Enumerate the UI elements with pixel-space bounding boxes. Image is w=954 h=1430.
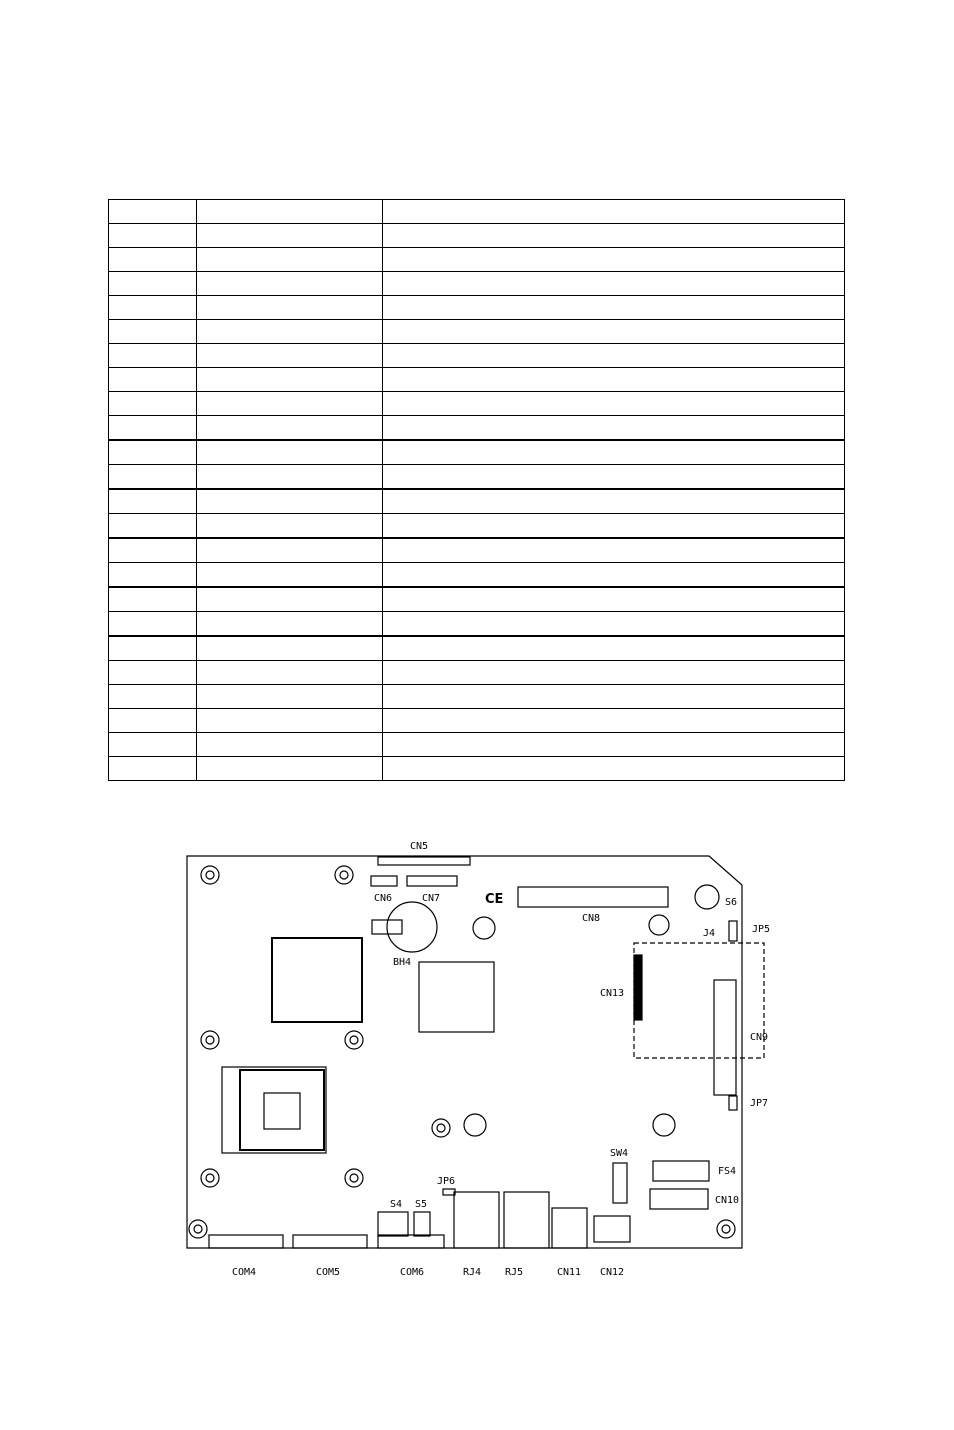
- ce-mark: CE: [485, 892, 504, 907]
- rj5-connector: [504, 1192, 549, 1248]
- table-cell: [383, 465, 845, 490]
- table-cell: [197, 344, 383, 368]
- table-row: [109, 320, 845, 344]
- table-cell: [109, 272, 197, 296]
- table-cell: [197, 248, 383, 272]
- table-cell: [109, 538, 197, 563]
- table-cell: [383, 489, 845, 514]
- cn12-connector: [594, 1216, 630, 1242]
- cn5-connector: [378, 857, 470, 865]
- table-cell: [383, 757, 845, 781]
- table-cell: [383, 636, 845, 661]
- table-cell: [197, 709, 383, 733]
- table-row: [109, 489, 845, 514]
- table-cell: [197, 272, 383, 296]
- label-jp5: JP5: [752, 924, 771, 935]
- table-row: [109, 465, 845, 490]
- label-jp6: JP6: [437, 1176, 456, 1187]
- table-row: [109, 296, 845, 320]
- sw4-switch: [613, 1163, 627, 1203]
- table-cell: [197, 685, 383, 709]
- label-cn12: CN12: [600, 1267, 625, 1278]
- table-cell: [197, 296, 383, 320]
- table-cell: [109, 636, 197, 661]
- table-cell: [383, 587, 845, 612]
- table-cell: [109, 224, 197, 248]
- table-cell: [109, 465, 197, 490]
- table-row: [109, 272, 845, 296]
- table-cell: [109, 248, 197, 272]
- table-cell: [383, 368, 845, 392]
- table-cell: [197, 320, 383, 344]
- table-row: [109, 344, 845, 368]
- label-s4: S4: [390, 1199, 403, 1210]
- table-cell: [197, 538, 383, 563]
- table-cell: [197, 563, 383, 588]
- table-row: [109, 612, 845, 637]
- table-cell: [109, 733, 197, 757]
- table-cell: [383, 272, 845, 296]
- table-cell: [197, 733, 383, 757]
- table-cell: [383, 392, 845, 416]
- table-row: [109, 416, 845, 441]
- table-cell: [383, 248, 845, 272]
- table-row: [109, 224, 845, 248]
- table-cell: [197, 200, 383, 224]
- label-cn10: CN10: [715, 1195, 740, 1206]
- table-cell: [383, 200, 845, 224]
- table-cell: [109, 612, 197, 637]
- table-row: [109, 514, 845, 539]
- table-cell: [383, 320, 845, 344]
- table-cell: [197, 514, 383, 539]
- connector-table: [108, 199, 845, 781]
- table-row: [109, 368, 845, 392]
- label-jp7: JP7: [750, 1098, 769, 1109]
- label-cn13: CN13: [600, 988, 625, 999]
- table-cell: [197, 636, 383, 661]
- label-fs4: FS4: [718, 1166, 737, 1177]
- table-cell: [383, 612, 845, 637]
- table-row: [109, 733, 845, 757]
- table-row: [109, 685, 845, 709]
- table-cell: [109, 416, 197, 441]
- table-cell: [197, 416, 383, 441]
- table-cell: [383, 733, 845, 757]
- table-row: [109, 538, 845, 563]
- board-layout-diagram: [150, 830, 790, 1290]
- table-row: [109, 563, 845, 588]
- label-cn7: CN7: [422, 893, 441, 904]
- table-row: [109, 636, 845, 661]
- table-cell: [197, 489, 383, 514]
- table-cell: [383, 296, 845, 320]
- table-cell: [109, 587, 197, 612]
- table-cell: [197, 465, 383, 490]
- table-row: [109, 709, 845, 733]
- table-cell: [109, 489, 197, 514]
- table-row: [109, 440, 845, 465]
- label-j4: J4: [703, 928, 716, 939]
- fs4-fuse: [653, 1161, 709, 1181]
- table-cell: [197, 368, 383, 392]
- label-com5: COM5: [316, 1267, 341, 1278]
- table-cell: [383, 685, 845, 709]
- spec-table: [108, 199, 845, 781]
- bh4-battery: [387, 902, 437, 952]
- table-cell: [383, 709, 845, 733]
- table-cell: [109, 440, 197, 465]
- cn7-connector: [407, 876, 457, 886]
- table-cell: [383, 538, 845, 563]
- table-cell: [197, 587, 383, 612]
- chipset: [419, 962, 494, 1032]
- cn10-connector: [650, 1189, 708, 1209]
- table-cell: [197, 440, 383, 465]
- label-com6: COM6: [400, 1267, 425, 1278]
- table-cell: [109, 709, 197, 733]
- label-cn9: CN9: [750, 1032, 769, 1043]
- label-s5: S5: [415, 1199, 428, 1210]
- label-sw4: SW4: [610, 1148, 629, 1159]
- table-cell: [197, 612, 383, 637]
- table-cell: [109, 685, 197, 709]
- jp5-jumper: [729, 921, 737, 941]
- table-row: [109, 757, 845, 781]
- table-cell: [197, 224, 383, 248]
- label-cn8: CN8: [582, 913, 601, 924]
- table-cell: [109, 563, 197, 588]
- table-cell: [383, 514, 845, 539]
- cn6-connector: [371, 876, 397, 886]
- table-cell: [383, 563, 845, 588]
- label-cn6: CN6: [374, 893, 393, 904]
- jp7-jumper: [729, 1096, 737, 1110]
- table-cell: [109, 200, 197, 224]
- table-cell: [197, 661, 383, 685]
- table-row: [109, 392, 845, 416]
- com6-connector: [378, 1235, 444, 1248]
- table-cell: [383, 661, 845, 685]
- jp6-jumper: [443, 1189, 455, 1195]
- label-cn11: CN11: [557, 1267, 582, 1278]
- label-rj4: RJ4: [463, 1267, 482, 1278]
- s5-switch: [414, 1212, 430, 1236]
- table-cell: [197, 757, 383, 781]
- table-row: [109, 661, 845, 685]
- s6-buzzer: [695, 885, 719, 909]
- label-rj5: RJ5: [505, 1267, 524, 1278]
- cn13-slot-outline: [634, 943, 764, 1058]
- table-row: [109, 200, 845, 224]
- table-cell: [109, 344, 197, 368]
- label-com4: COM4: [232, 1267, 257, 1278]
- cn13-connector: [634, 955, 642, 1020]
- processor-module: [222, 1067, 326, 1153]
- table-cell: [383, 344, 845, 368]
- table-row: [109, 248, 845, 272]
- table-cell: [383, 440, 845, 465]
- table-cell: [197, 392, 383, 416]
- table-cell: [383, 224, 845, 248]
- rj4-connector: [454, 1192, 499, 1248]
- table-cell: [109, 661, 197, 685]
- com5-connector: [293, 1235, 367, 1248]
- cn11-connector: [552, 1208, 587, 1248]
- cpu-chip: [272, 938, 362, 1022]
- s4-switch: [378, 1212, 408, 1236]
- table-cell: [109, 368, 197, 392]
- table-cell: [109, 392, 197, 416]
- cn9-connector: [714, 980, 736, 1095]
- table-cell: [383, 416, 845, 441]
- table-cell: [109, 757, 197, 781]
- table-cell: [109, 514, 197, 539]
- label-s6: S6: [725, 897, 738, 908]
- table-cell: [109, 320, 197, 344]
- com4-connector: [209, 1235, 283, 1248]
- label-cn5: CN5: [410, 841, 429, 852]
- table-row: [109, 587, 845, 612]
- label-bh4: BH4: [393, 957, 412, 968]
- cn8-connector: [518, 887, 668, 907]
- table-cell: [109, 296, 197, 320]
